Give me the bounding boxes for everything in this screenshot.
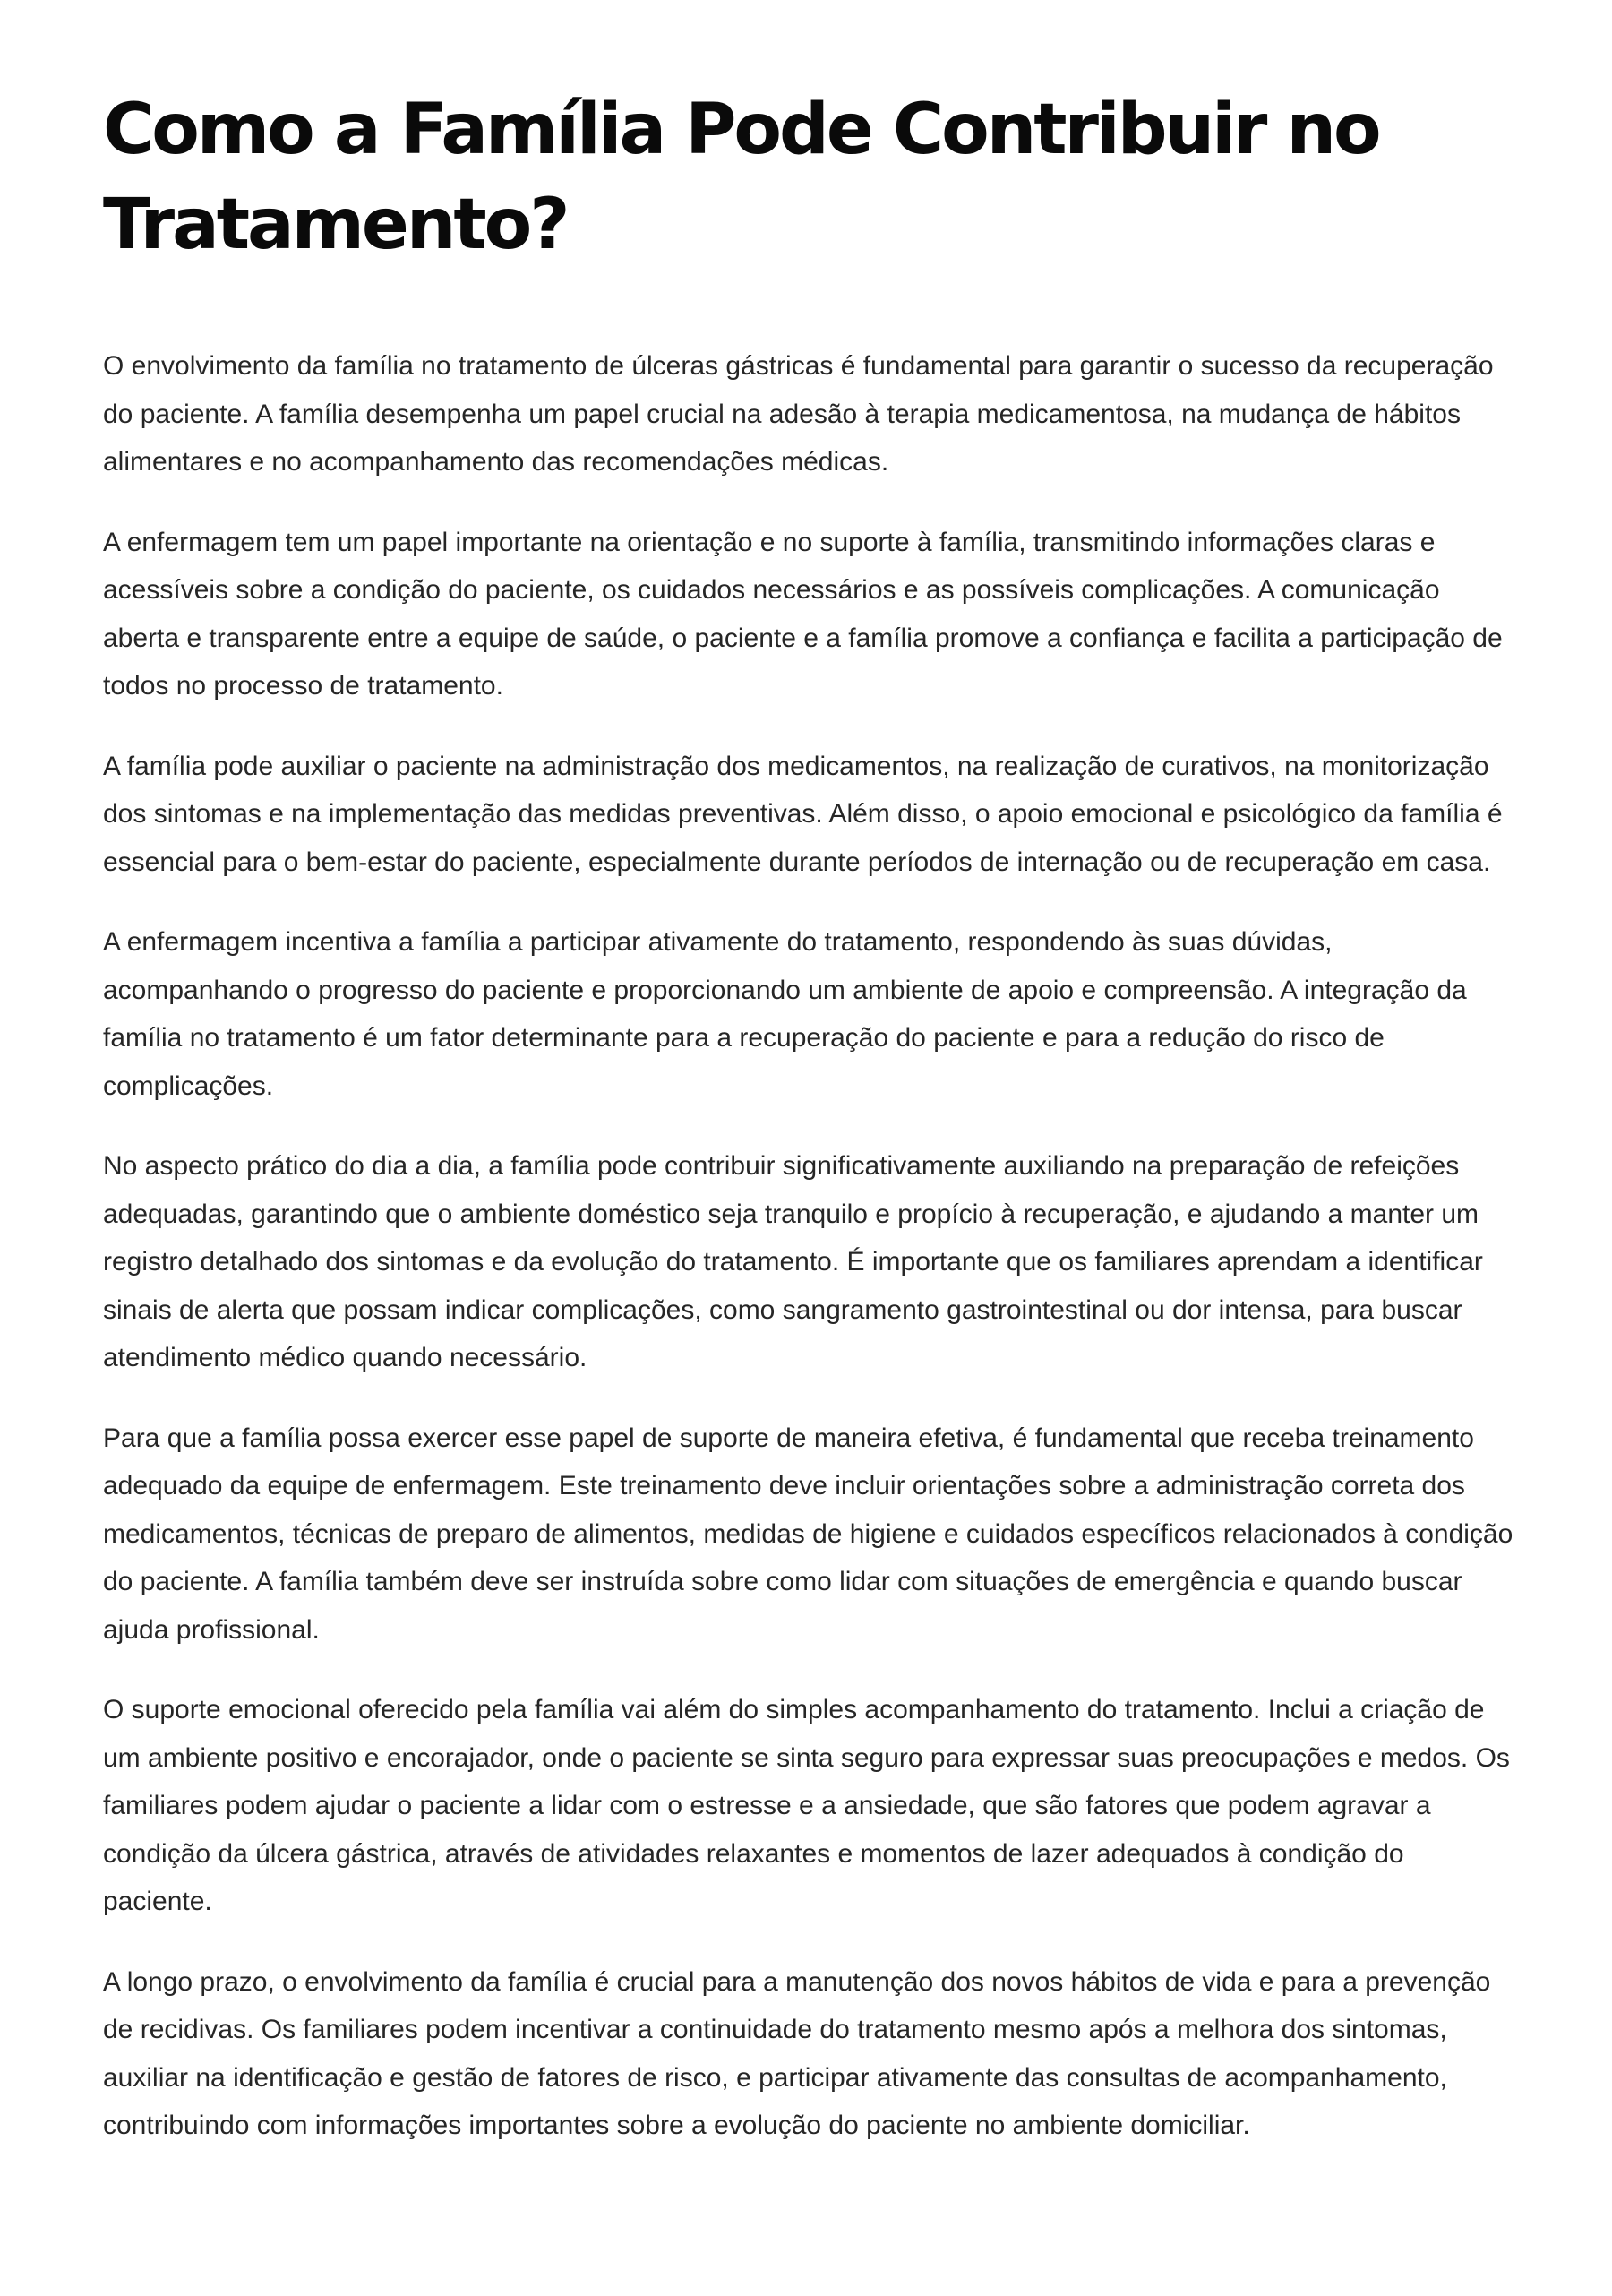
paragraph-3: A família pode auxiliar o paciente na administração dos medicamentos, na realização de curativos, na monitorização dos sintomas e na implementação das medidas preventivas. Além disso, o apoio emocional e psicológico da família é essencial para o bem-estar do paciente, especialmente durante períodos de internação ou de recuperação em casa. (103, 751, 1503, 877)
paragraph-4: A enfermagem incentiva a família a participar ativamente do tratamento, respondendo às suas dúvidas, acompanhando o progresso do paciente e proporcionando um ambiente de apoio e compreensão. A integração da família no tratamento é um fator determinante para a recuperação do paciente e para a redução do risco de complicações. (103, 927, 1467, 1101)
paragraph-7: O suporte emocional oferecido pela família vai além do simples acompanhamento do tratamento. Inclui a criação de um ambiente positivo e encorajador, onde o paciente se sinta seguro para expressar suas preocupações e medos. Os familiares podem ajudar o paciente a lidar com o estresse e a ansiedade, que são fatores que podem agravar a condição da úlcera gástrica, através de atividades relaxantes e momentos de lazer adequados à condição do paciente. (103, 1695, 1510, 1916)
page-title: Como a Família Pode Contribuir no Tratamento? (103, 90, 1379, 265)
paragraph-5: No aspecto prático do dia a dia, a família pode contribuir significativamente auxiliando na preparação de refeições adequadas, garantindo que o ambiente doméstico seja tranquilo e propício à recuperação, e ajudando a manter um registro detalhado dos sintomas e da evolução do tratamento. É importante que os familiares aprendam a identificar sinais de alerta que possam indicar complicações, como sangramento gastrointestinal ou dor intensa, para buscar atendimento médico quando necessário. (103, 1151, 1483, 1372)
document-page (103, 82, 1518, 2182)
paragraph-8: A longo prazo, o envolvimento da família é crucial para a manutenção dos novos hábitos de vida e para a prevenção de recidivas. Os familiares podem incentivar a continuidade do tratamento mesmo após a melhora dos sintomas, auxiliar na identificação e gestão de fatores de risco, e participar ativamente das consultas de acompanhamento, contribuindo com informações importantes sobre a evolução do paciente no ambiente domiciliar. (103, 1966, 1491, 2140)
paragraph-6: Para que a família possa exercer esse papel de suporte de maneira efetiva, é fundamental que receba treinamento adequado da equipe de enfermagem. Este treinamento deve incluir orientações sobre a administração correta dos medicamentos, técnicas de preparo de alimentos, medidas de higiene e cuidados específicos relacionados à condição do paciente. A família também deve ser instruída sobre como lidar com situações de emergência e quando buscar ajuda profissional. (103, 1423, 1513, 1645)
document-body (103, 342, 1518, 2150)
paragraph-2: A enfermagem tem um papel importante na orientação e no suporte à família, transmitindo informações claras e acessíveis sobre a condição do paciente, os cuidados necessários e as possíveis complicações. A comunicação aberta e transparente entre a equipe de saúde, o paciente e a família promove a confiança e facilita a participação de todos no processo de tratamento. (103, 527, 1503, 701)
paragraph-1: O envolvimento da família no tratamento de úlceras gástricas é fundamental para garantir o sucesso da recuperação do paciente. A família desempenha um papel crucial na adesão à terapia medicamentosa, na mudança de hábitos alimentares e no acompanhamento das recomendações médicas. (103, 351, 1494, 477)
